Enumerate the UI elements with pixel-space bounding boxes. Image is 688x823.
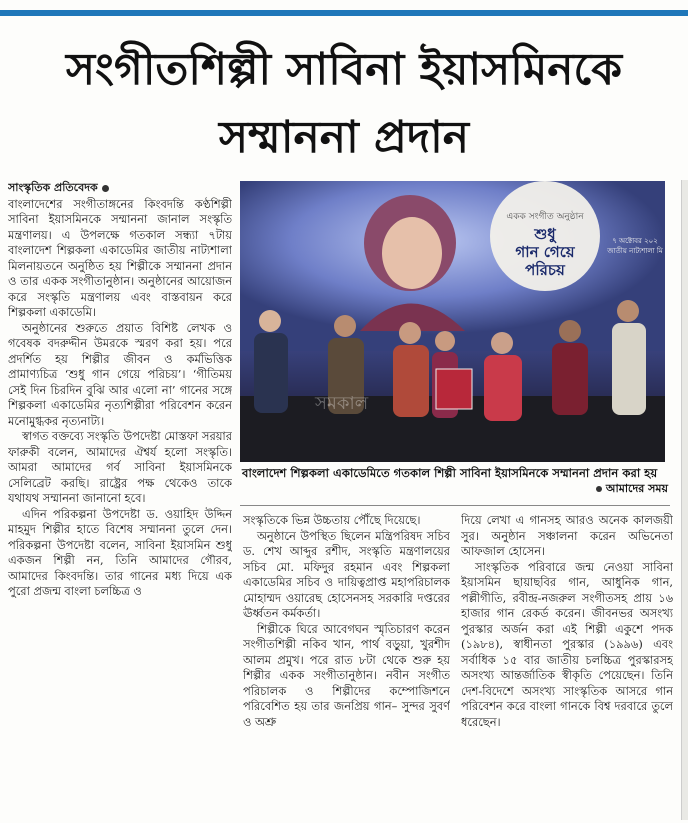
banner-title-1: শুধু (534, 225, 556, 243)
photo-watermark: সমকাল (315, 393, 369, 414)
credit-bullet-icon (596, 486, 602, 492)
paragraph: সংস্কৃতিকে ভিন্ন উচ্চতায় পৌঁছে দিয়েছে। (243, 513, 421, 527)
article-column-2 (243, 513, 450, 821)
paragraph: দিয়ে লেখা এ গানসহ আরও অনেক কালজয়ী সুর। অনুষ্ঠান সঞ্চালনা করেন অভিনেতা আফজাল হোসেন। (461, 513, 673, 558)
paragraph: এদিন পরিকল্পনা উপদেষ্টা ড. ওয়াহিদ উদ্দিন মাহমুদ শিল্পীর হাতে বিশেষ সম্মাননা তুলে দেন। পরিকল্পনা উপদেষ্টা বলেন, সাবিনা ইয়াসমিন শুধু একজন শিল্পী নন, তিনি আমাদের গৌরব, আমাদের কিংবদন্তি। তার গানের মধ্য দিয়ে এক পুরো প্রজন্ম বাংলা চলচ্চিত্র ও (8, 506, 232, 598)
byline (8, 180, 232, 196)
event-photo (240, 181, 665, 462)
headline-line-2: সম্মাননা প্রদান (218, 112, 470, 163)
paragraph: স্বাগত বক্তব্যে সংস্কৃতি উপদেষ্টা মোস্তফা সরয়ার ফারুকী বলেন, আমাদের ঐশ্বর্য হলো সংস্কৃতি। আমরা আমাদের গর্ব সাবিনা ইয়াসমিনকে সেলিব্রেট করছি। রাষ্ট্রের পক্ষ থেকেও তাকে যথাযথ সম্মাননা জানানো হবে। (8, 429, 232, 505)
paragraph: অনুষ্ঠানে উপস্থিত ছিলেন মন্ত্রিপরিষদ সচিব ড. শেখ আব্দুর রশীদ, সংস্কৃতি মন্ত্রণালয়ের সচিব মো. মফিদুর রহমান এবং শিল্পকলা একাডেমির সচিব ও দায়িত্বপ্রাপ্ত মহাপরিচালক মোহাম্মদ ওয়ারেছ হোসেনসহ সরকারি দপ্তরের ঊর্ধ্বতন কর্মকর্তা। (243, 528, 450, 620)
event-photo-illustration (240, 181, 665, 462)
caption-divider (240, 505, 670, 506)
paragraph: অনুষ্ঠানের শুরুতে প্রয়াত বিশিষ্ট লেখক ও গবেষক বদরুদ্দীন উমরকে স্মরণ করা হয়। পরে প্রদর্শিত হয় শিল্পীর জীবন ও কর্মভিত্তিক প্রামাণ্যচিত্র ‘শুধু গান গেয়ে পরিচয়’। ‘গীতিময় সেই দিন চিরদিন বুঝি আর এলো না’ গানের সঙ্গে শিল্পকলা একাডেমির নৃত্যশিল্পীরা পরিবেশন করেন মনোমুগ্ধকর নৃত্যনাট্য। (8, 320, 232, 428)
masthead-rule (0, 10, 688, 16)
banner-title-3: পরিচয় (525, 261, 565, 279)
adjacent-page-edge (681, 180, 688, 820)
paragraph: শিল্পীকে ঘিরে আবেগঘন স্মৃতিচারণ করেন সংগীতশিল্পী নকিব খান, পার্থ বড়ুয়া, খুরশীদ আলম প্রমুখ। পরে রাত ৮টা থেকে শুরু হয় শিল্পীর একক সংগীতানুষ্ঠান। নবীন সংগীত পরিচালক ও শিল্পীদের কম্পোজিশনে পরিবেশিত হয় তার জনপ্রিয় গান– সুন্দর সুবর্ণ ও অশ্রু (243, 621, 450, 729)
article-column-3 (461, 513, 673, 821)
photo-credit (242, 481, 668, 496)
headline-line-1: সংগীতশিল্পী সাবিনা ইয়াসমিনকে (65, 44, 622, 95)
caption-text: বাংলাদেশ শিল্পকলা একাডেমিতে গতকাল শিল্পী সাবিনা ইয়াসমিনকে সম্মাননা প্রদান করা হয় (242, 466, 658, 480)
banner-small-text: একক সংগীত অনুষ্ঠান (506, 212, 584, 222)
banner-date: ৭ অক্টোবর ২০২ (612, 237, 658, 245)
byline-text: সাংস্কৃতিক প্রতিবেদক (8, 181, 98, 194)
credit-text: আমাদের সময় (605, 482, 668, 495)
headline (0, 36, 688, 172)
banner-venue: জাতীয় নাট্যশালা মি (607, 247, 663, 255)
photo-caption (242, 466, 668, 496)
byline-bullet-icon (102, 185, 109, 192)
article-column-1 (8, 180, 232, 820)
paragraph: সাংস্কৃতিক পরিবারে জন্ম নেওয়া সাবিনা ইয়াসমিন ছায়াছবির গান, আধুনিক গান, পল্লীগীতি, রবীন্দ্র-নজরুল সংগীতসহ প্রায় ১৬ হাজার গান রেকর্ড করেন। জীবনভর অসংখ্য পুরস্কার অর্জন করা এই শিল্পী একুশে পদক (১৯৮৪), স্বাধীনতা পুরস্কার (১৯৯৬) এবং সর্বাধিক ১৫ বার জাতীয় চলচ্চিত্র পুরস্কারসহ অসংখ্য আন্তর্জাতিক স্বীকৃতি পেয়েছেন। তিনি দেশ-বিদেশে অসংখ্য সাংস্কৃতিক আসরে গান পরিবেশন করে বাংলা গানকে বিশ্ব দরবারে তুলে ধরেছেন। (461, 559, 673, 729)
banner-title-2: গান গেয়ে (515, 243, 575, 261)
paragraph: বাংলাদেশের সংগীতাঙ্গনের কিংবদন্তি কণ্ঠশিল্পী সাবিনা ইয়াসমিনকে সম্মাননা জানাল সংস্কৃতি মন্ত্রণালয়। এ উপলক্ষে গতকাল সন্ধ্যা ৭টায় বাংলাদেশ শিল্পকলা একাডেমির জাতীয় নাট্যশালা মিলনায়তনে অনুষ্ঠিত হয় শিল্পীকে সম্মাননা প্রদান ও তার একক সংগীতানুষ্ঠান। অনুষ্ঠানের আয়োজন করে সংস্কৃতি মন্ত্রণালয় এবং বাস্তবায়ন করে শিল্পকলা একাডেমি। (8, 196, 232, 319)
